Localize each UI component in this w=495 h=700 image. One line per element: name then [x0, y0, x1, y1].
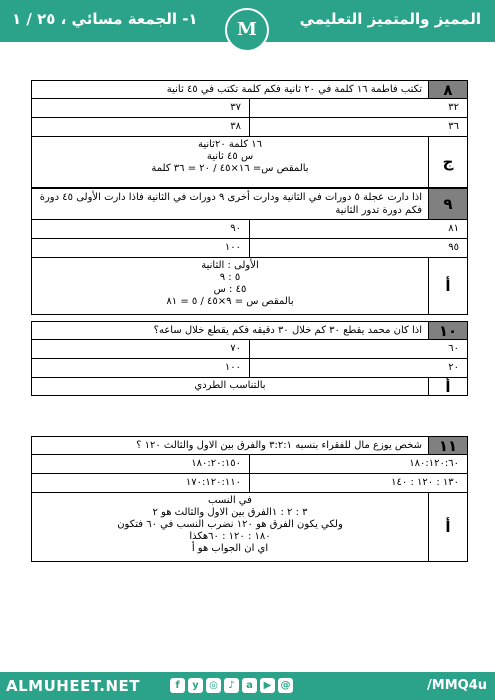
question-number: ١٠	[428, 322, 467, 339]
option-b: ٣٧	[32, 99, 250, 117]
question-block-10	[31, 321, 468, 396]
option-c: ٢٠	[448, 362, 459, 373]
question-text: تكتب فاطمة ١٦ كلمة في ٢٠ ثانية فكم كلمة تكتب في ٤٥ ثانية	[166, 84, 422, 95]
solution-line: بالمقص س = ٩×٤٥ / ٥ = ٨١	[166, 296, 294, 307]
question-block-11	[31, 436, 468, 562]
logo-letter: M	[237, 19, 257, 40]
option-a: ٣٢	[448, 102, 459, 113]
solution-line: ولكي يكون الفرق هو ١٢٠ نضرب النسب في ٦٠ فتكون	[117, 519, 343, 530]
solution-line: الأولى : الثانية	[201, 260, 259, 271]
tiktok-icon[interactable]: ♪	[224, 678, 239, 693]
option-d: ٣٨	[32, 118, 250, 136]
solution-line: اي ان الجواب هو أ	[191, 543, 269, 554]
option-a: ٦٠	[448, 343, 459, 354]
session-title: ١- الجمعة مسائي ، ٢٥ / ١	[12, 10, 198, 28]
solution	[32, 493, 428, 561]
question-text: اذا دارت عجلة ٥ دورات في الثانية ودارت أخرى ٩ دورات في الثانية فاذا دارت الأولى ٤٥ دورة فكم دورة تدور الثانية	[39, 192, 422, 216]
answer-letter: أ	[428, 493, 467, 561]
play-icon[interactable]: ▶	[260, 678, 275, 693]
option-d: ١٠٠	[32, 239, 250, 257]
option-d: ١٧٠:١٢٠:١١٠	[32, 474, 250, 492]
option-d: ١٠٠	[32, 359, 250, 377]
option-b: ١٨٠:٢٠:١٥٠	[32, 455, 250, 473]
solution	[32, 378, 428, 395]
answer-letter: أ	[428, 258, 467, 314]
page-footer	[0, 672, 495, 700]
social-handle: /MMQ4u	[427, 678, 487, 693]
solution-line: في النسب	[208, 495, 252, 506]
solution-line: ١٦ كلمة ٢٠ثانية	[197, 139, 263, 150]
option-a: ١٨٠:١٢٠:٦٠	[409, 458, 459, 469]
web-icon[interactable]: @	[278, 678, 293, 693]
solution-line: ١٨٠ : ١٢٠ : ٦٠هكذا	[189, 531, 271, 542]
option-a: ٨١	[448, 223, 459, 234]
option-c: ٩٥	[448, 242, 459, 253]
brand-logo	[225, 8, 269, 52]
answer-letter: أ	[428, 378, 467, 395]
social-icons	[170, 678, 293, 693]
question-number: ٩	[428, 189, 467, 219]
brand-title: المميز والمتميز التعليمي	[299, 10, 481, 28]
site-link[interactable]: ALMUHEET.NET	[6, 677, 141, 695]
question-text: شخص يوزع مال للفقراء بنسبه ٣:٢:١ والفرق بين الاول والثالث ١٢٠ ؟	[136, 440, 422, 451]
question-number: ٨	[428, 81, 467, 98]
question-block-9	[31, 188, 468, 315]
option-b: ٧٠	[32, 340, 250, 358]
option-b: ٩٠	[32, 220, 250, 238]
solution-line: بالمقص س= ١٦×٤٥ / ٢٠ = ٣٦ كلمة	[151, 163, 309, 174]
instagram-icon[interactable]: ◎	[206, 678, 221, 693]
solution	[32, 137, 428, 187]
solution-line: ٤٥ : س	[213, 284, 247, 295]
youtube-icon[interactable]: y	[188, 678, 203, 693]
question-block-8	[31, 80, 468, 188]
question-number: ١١	[428, 437, 467, 454]
solution-line: بالتناسب الطردي	[194, 380, 266, 391]
solution-line: س ٤٥ ثانية	[206, 151, 254, 162]
option-c: ٣٦	[448, 121, 459, 132]
solution	[32, 258, 428, 314]
app-icon[interactable]: a	[242, 678, 257, 693]
solution-line: ٥ : ٩	[219, 272, 241, 283]
solution-line: ٣ : ٢ : ١الفرق بين الاول والثالث هو ٢	[152, 507, 308, 518]
option-c: ١٣٠ : ١٢٠ : ١٤٠	[391, 477, 459, 488]
answer-letter: ج	[428, 137, 467, 187]
question-text: اذا كان محمد يقطع ٣٠ كم خلال ٣٠ دقيقه فكم يقطع خلال ساعه؟	[153, 325, 422, 336]
facebook-icon[interactable]: f	[170, 678, 185, 693]
